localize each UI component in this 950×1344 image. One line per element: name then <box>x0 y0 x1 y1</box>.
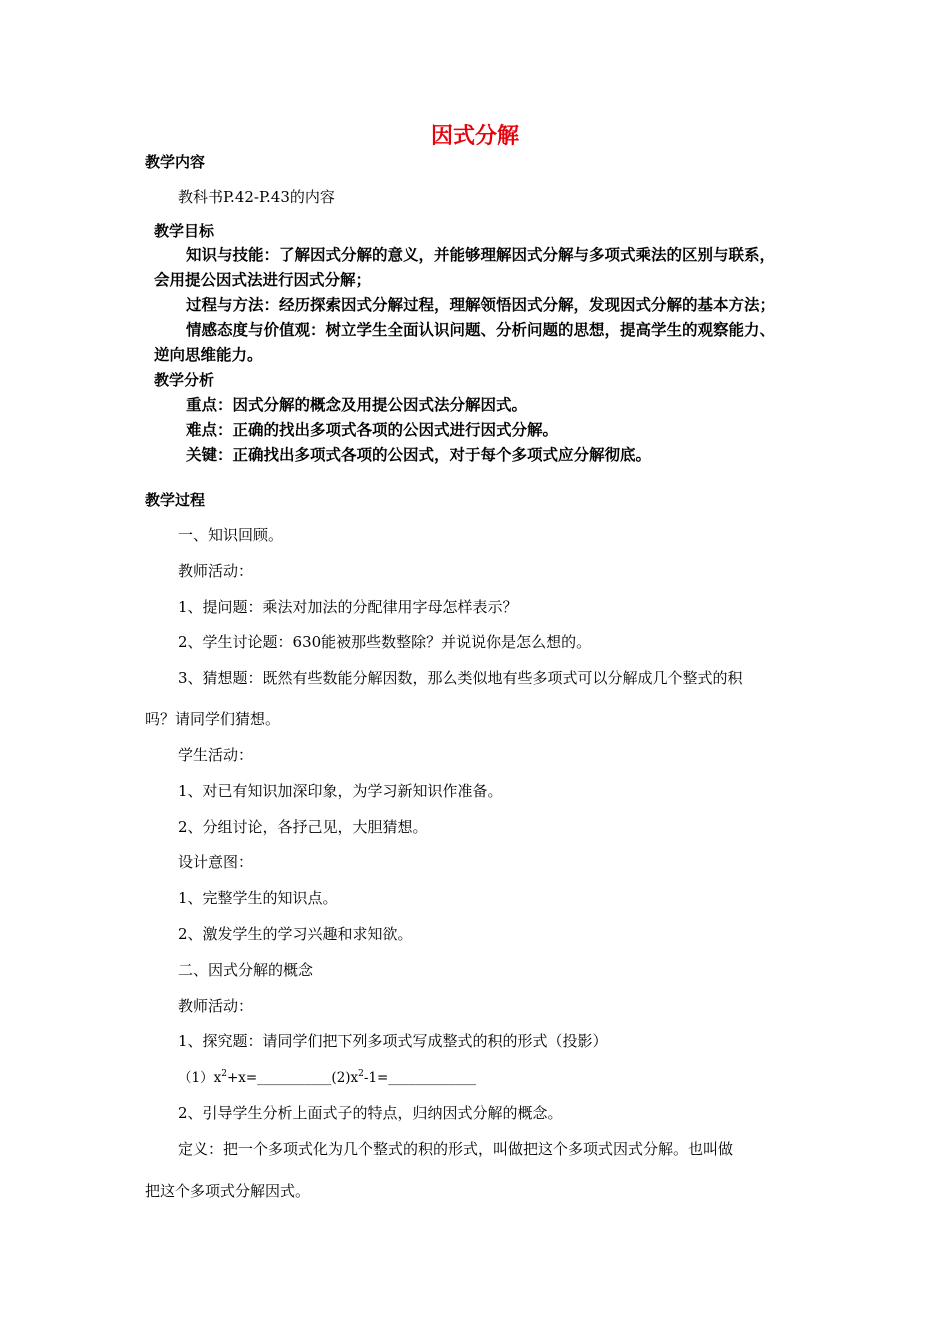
process-line: 1、提问题：乘法对加法的分配律用字母怎样表示？ <box>178 598 518 616</box>
formula-line <box>178 1069 477 1086</box>
process-line: 定义：把一个多项式化为几个整式的积的形式，叫做把这个多项式因式分解。也叫做 <box>178 1140 734 1158</box>
section-heading-process: 教学过程 <box>145 491 206 509</box>
analysis-line: 难点：正确的找出多项式各项的公因式进行因式分解。 <box>186 421 559 439</box>
process-line: 1、完整学生的知识点。 <box>178 889 338 907</box>
process-line: 吗？请同学们猜想。 <box>145 710 281 728</box>
document-title: 因式分解 <box>430 124 519 149</box>
process-line: 2、引导学生分析上面式子的特点，归纳因式分解的概念。 <box>178 1104 563 1122</box>
goal-line: 逆向思维能力。 <box>154 346 263 364</box>
goal-line: 过程与方法：经历探索因式分解过程，理解领悟因式分解，发现因式分解的基本方法； <box>186 296 776 314</box>
goal-line: 会用提公因式法进行因式分解； <box>154 271 372 289</box>
process-line: 学生活动： <box>178 746 254 764</box>
exponent: 2 <box>221 1069 227 1079</box>
process-line: 教师活动： <box>178 562 254 580</box>
process-line: 1、探究题：请同学们把下列多项式写成整式的积的形式（投影） <box>178 1032 608 1050</box>
content-text: 教科书P.42-P.43的内容 <box>178 188 335 206</box>
formula-part: -1=_____________ <box>363 1070 477 1086</box>
analysis-line: 关键：正确找出多项式各项的公因式，对于每个多项式应分解彻底。 <box>186 446 652 464</box>
formula-part: +x=___________(2)x <box>226 1070 359 1086</box>
section-heading-content: 教学内容 <box>145 153 206 171</box>
process-line: 1、对已有知识加深印象，为学习新知识作准备。 <box>178 782 503 800</box>
goal-line: 知识与技能：了解因式分解的意义，并能够理解因式分解与多项式乘法的区别与联系， <box>186 246 776 264</box>
process-line: 2、学生讨论题：630能被那些数整除？并说说你是怎么想的。 <box>178 633 592 651</box>
goal-line: 情感态度与价值观：树立学生全面认识问题、分析问题的思想，提高学生的观察能力、 <box>186 321 776 339</box>
process-line: 教师活动： <box>178 997 254 1015</box>
process-line: 2、激发学生的学习兴趣和求知欲。 <box>178 925 413 943</box>
section-heading-analysis: 教学分析 <box>154 371 215 389</box>
process-line: 设计意图： <box>178 853 254 871</box>
analysis-line: 重点：因式分解的概念及用提公因式法分解因式。 <box>186 396 528 414</box>
process-line: 二、因式分解的概念 <box>178 961 314 979</box>
process-line: 一、知识回顾。 <box>178 526 284 544</box>
exponent: 2 <box>358 1069 364 1079</box>
process-line: 2、分组讨论，各抒己见，大胆猜想。 <box>178 818 428 836</box>
formula-part: （1）x <box>178 1070 222 1086</box>
process-line: 把这个多项式分解因式。 <box>145 1182 311 1200</box>
section-heading-goals: 教学目标 <box>154 222 215 240</box>
process-line: 3、猜想题：既然有些数能分解因数，那么类似地有些多项式可以分解成几个整式的积 <box>178 669 743 687</box>
